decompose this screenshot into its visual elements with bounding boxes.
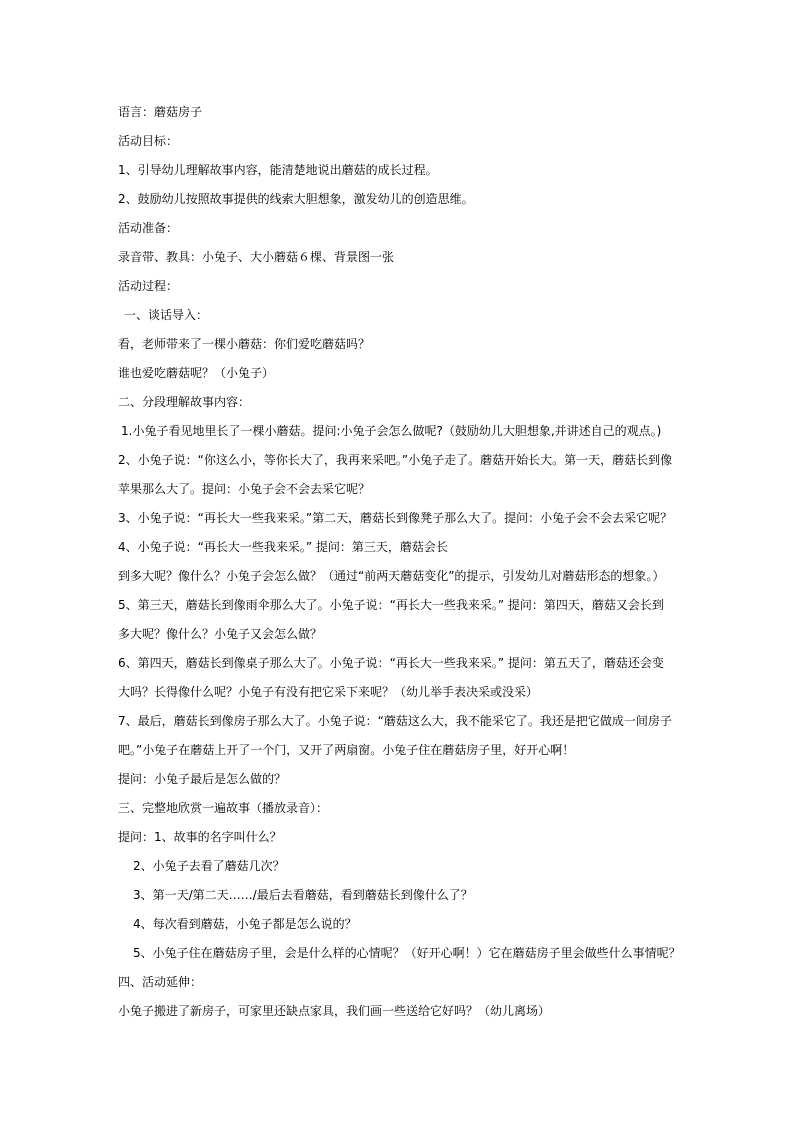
goal-item-1: 1、引导幼儿理解故事内容，能清楚地说出蘑菇的成长过程。 <box>118 163 438 177</box>
paragraph-line: 7、最后，蘑菇长到像房子那么大了。小兔子说：“蘑菇这么大，我不能采它了。我还是把它做成一间房子 <box>118 714 672 728</box>
paragraph-line: 谁也爱吃蘑菇呢？（小兔子） <box>118 366 275 380</box>
question-line: 提问：1、故事的名字叫什么？ <box>118 830 282 844</box>
lesson-title: 语言：蘑菇房子 <box>118 105 203 119</box>
paragraph-line: 苹果那么大了。提问：小兔子会不会去采它呢？ <box>118 482 371 496</box>
paragraph-line: 5、第三天，蘑菇长到像雨伞那么大了。小兔子说：“再长大一些我来采。” 提问：第四天，蘑菇又会长到 <box>118 598 664 612</box>
question-line: 3、第一天/第二天……/最后去看蘑菇，看到蘑菇长到像什么了？ <box>133 888 473 902</box>
section-heading-goals: 活动目标： <box>118 134 179 148</box>
paragraph-line: 多大呢？像什么？小兔子又会怎么做？ <box>118 627 323 641</box>
question-line: 5、小兔子住在蘑菇房子里，会是什么样的心情呢？（好开心啊！）它在蘑菇房子里会做些什么事情呢？ <box>133 946 681 960</box>
question-line: 2、小兔子去看了蘑菇几次？ <box>133 859 285 873</box>
paragraph-line: 看，老师带来了一棵小蘑菇：你们爱吃蘑菇吗？ <box>118 337 371 351</box>
paragraph-line: 大吗？长得像什么呢？小兔子有没有把它采下来呢？（幼儿举手表决采或没采） <box>118 685 539 699</box>
step-2-heading: 二、分段理解故事内容： <box>118 395 251 409</box>
paragraph-line: 到多大呢？像什么？小兔子会怎么做？（通过“前两天蘑菇变化”的提示，引发幼儿对蘑菇形态的想象。） <box>118 569 665 583</box>
paragraph-line: 1.小兔子看见地里长了一棵小蘑菇。提问:小兔子会怎么做呢?（鼓励幼儿大胆想象,并讲述自己的观点。) <box>121 424 662 438</box>
question-line: 4、每次看到蘑菇，小兔子都是怎么说的？ <box>133 917 357 931</box>
preparation-text: 录音带、教具：小兔子、大小蘑菇６棵、背景图一张 <box>118 250 395 264</box>
paragraph-line: 3、小兔子说：“再长大一些我来采。”第二天，蘑菇长到像凳子那么大了。提问：小兔子会不会去采它呢？ <box>118 511 673 525</box>
step-1-heading: 一、谈话导入： <box>124 308 209 322</box>
section-heading-process: 活动过程： <box>118 279 179 293</box>
paragraph-line: 小兔子搬进了新房子，可家里还缺点家具，我们画一些送给它好吗？（幼儿离场） <box>118 1004 551 1018</box>
paragraph-line: 4、小兔子说：“再长大一些我来采。” 提问：第三天，蘑菇会长 <box>118 540 448 554</box>
step-3-heading: 三、完整地欣赏一遍故事（播放录音）： <box>118 801 329 815</box>
step-4-heading: 四、活动延伸： <box>118 975 203 989</box>
goal-item-2: 2、鼓励幼儿按照故事提供的线索大胆想象，激发幼儿的创造思维。 <box>118 192 474 206</box>
section-heading-preparation: 活动准备： <box>118 221 179 235</box>
paragraph-line: 2、小兔子说：“你这么小，等你长大了，我再来采吧。”小兔子走了。蘑菇开始长大。第一天，蘑菇长到像 <box>118 453 673 467</box>
paragraph-line: 吧。”小兔子在蘑菇上开了一个门，又开了两扇窗。小兔子住在蘑菇房子里，好开心啊！ <box>118 743 575 757</box>
paragraph-line: 提问：小兔子最后是怎么做的？ <box>118 772 287 786</box>
paragraph-line: 6、第四天，蘑菇长到像桌子那么大了。小兔子说：“再长大一些我来采。” 提问：第五天了，蘑菇还会变 <box>118 656 664 670</box>
